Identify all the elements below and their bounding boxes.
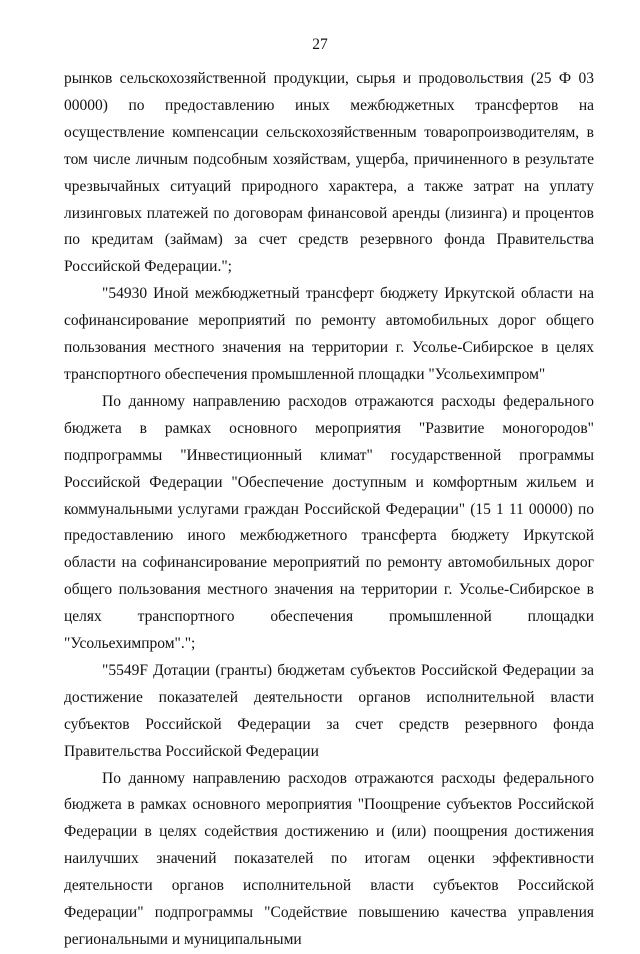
paragraph-description-5549F: По данному направлению расходов отражаются расходы федерального бюджета в рамках основного мероприятия "Поощрение субъектов Российской Федерации в целях содействия достижению и (или) поощрения достижения наилучших значений показателей по итогам оценки эффективности деятельности органов исполнительной власти субъектов Российской Федерации" подпрограммы "Содействие повышению качества управления региональными и муниципальными [64,769,594,948]
page-number: 27 [312,36,328,53]
body-text [64,66,594,954]
paragraph-continuation: рынков сельскохозяйственной продукции, сырья и продовольствия (25 Ф 03 00000) по предоставлению иных межбюджетных трансфертов на осуществление компенсации сельскохозяйственным товаропроизводителям, в том числе личным подсобным хозяйствам, ущерба, причиненного в результате чрезвычайных ситуаций природного характера, а также затрат на уплату лизинговых платежей по договорам финансовой аренды (лизинга) и процентов по кредитам (займам) за счет средств резервного фонда Правительства Российской Федерации."; [64,70,594,276]
paragraph-code-5549F: "5549F Дотации (гранты) бюджетам субъектов Российской Федерации за достижение показателей деятельности органов исполнительной власти субъектов Российской Федерации за счет средств резервного фонда Правительства Российской Федерации [64,661,594,760]
paragraph-code-54930: "54930 Иной межбюджетный трансферт бюджету Иркутской области на софинансирование мероприятий по ремонту автомобильных дорог общего пользования местного значения на территории г. Усолье-Сибирское в целях транспортного обеспечения промышленной площадки "Усольехимпром" [64,285,594,383]
paragraph-description-54930: По данному направлению расходов отражаются расходы федерального бюджета в рамках основного мероприятия "Развитие моногородов" подпрограммы "Инвестиционный климат" государственной программы Российской Федерации "Обеспечение доступным и комфортным жильем и коммунальными услугами граждан Российской Федерации" (15 1 11 00000) по предоставлению иного межбюджетного трансферта бюджету Иркутской области на софинансирование мероприятий по ремонту автомобильных дорог общего пользования местного значения на территории г. Усолье-Сибирское в целях транспортного обеспечения промышленной площадки "Усольехимпром"."; [64,392,594,653]
